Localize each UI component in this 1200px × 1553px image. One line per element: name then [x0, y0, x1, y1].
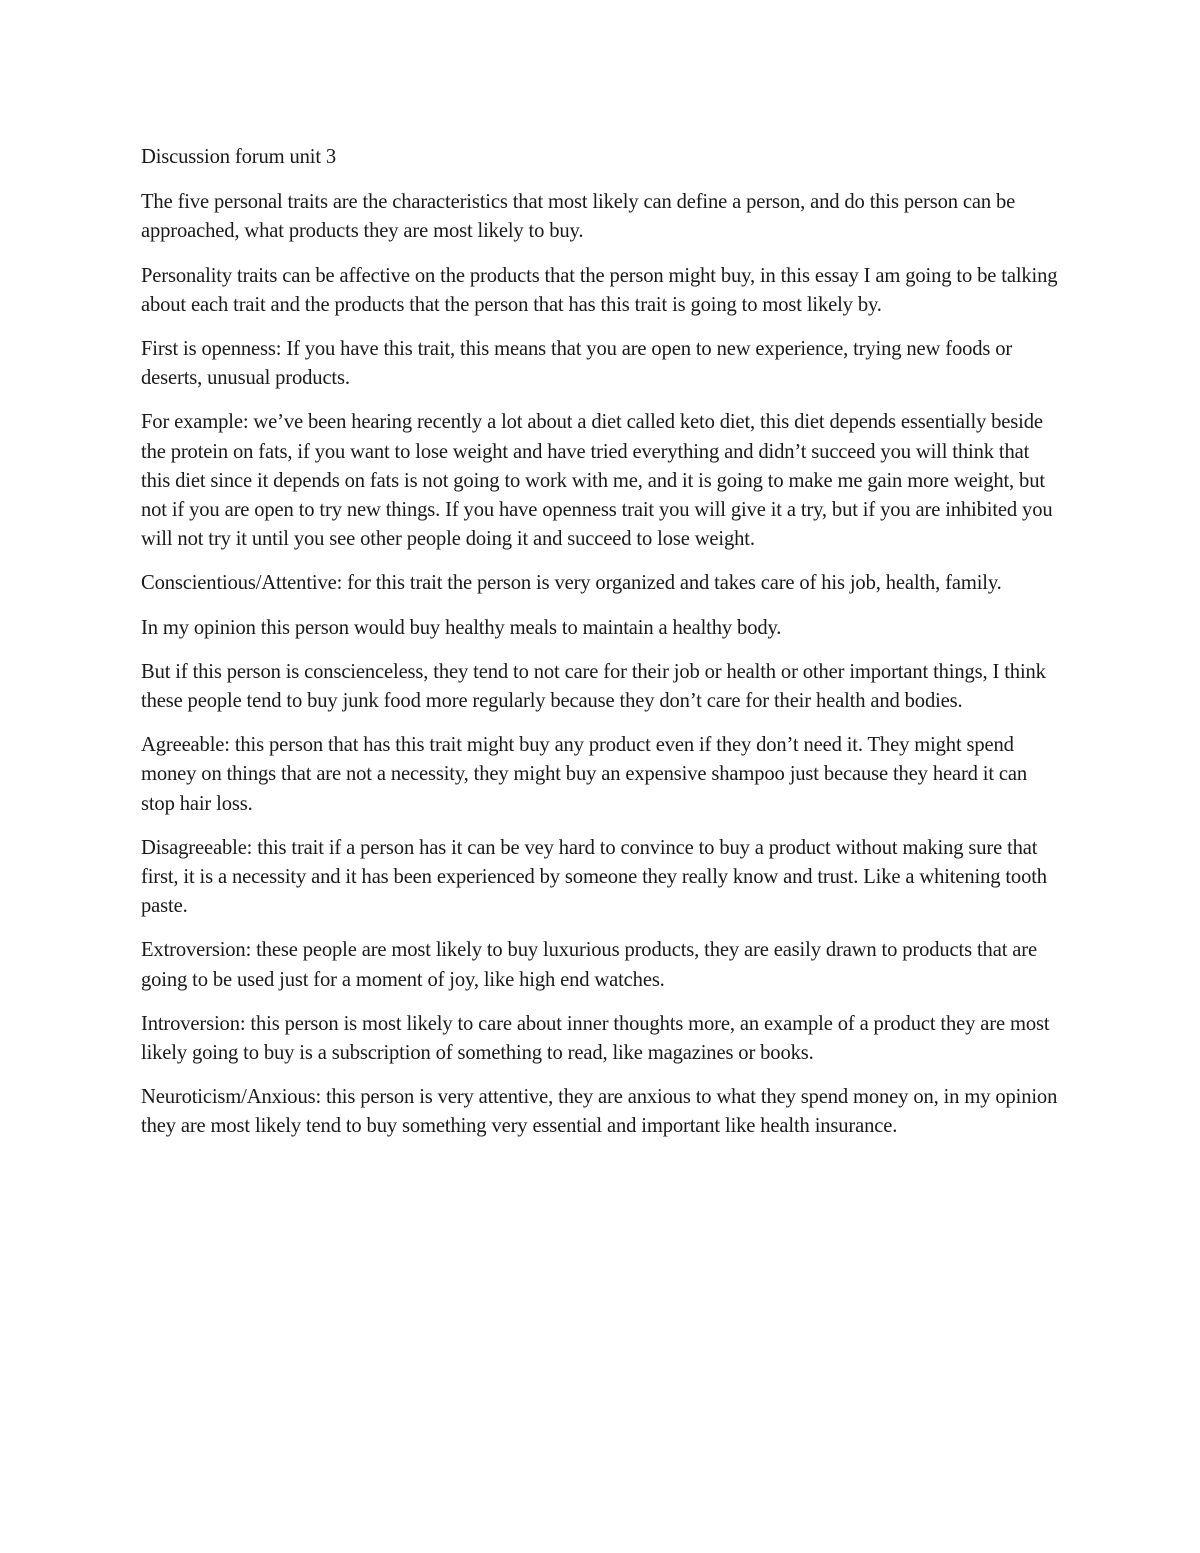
paragraph-agreeable: Agreeable: this person that has this trait might buy any product even if they don’t need it. They might spend money on things that are not a necessity, they might buy an expensive shampoo just because they heard it can stop hair loss.: [141, 734, 1028, 815]
paragraph-intro: The five personal traits are the characteristics that most likely can define a person, and do this person can be approached, what products they are most likely to buy.: [141, 191, 1016, 243]
paragraph-essay-overview: Personality traits can be affective on the products that the person might buy, in this essay I am going to be talking about each trait and the products that the person that has this trait is going to most likely by.: [141, 264, 1058, 316]
document-body: [141, 143, 1061, 1157]
paragraph-extroversion: Extroversion: these people are most likely to buy luxurious products, they are easily drawn to products that are going to be used just for a moment of joy, like high end watches.: [141, 939, 1037, 991]
paragraph-openness: First is openness: If you have this trait, this means that you are open to new experience, trying new foods or deserts, unusual products.: [141, 338, 1013, 390]
paragraph-conscientious-opinion: In my opinion this person would buy healthy meals to maintain a healthy body.: [141, 616, 782, 639]
paragraph-neuroticism: Neuroticism/Anxious: this person is very attentive, they are anxious to what they spend money on, in my opinion they are most likely tend to buy something very essential and important like health insurance.: [141, 1086, 1058, 1138]
paragraph-openness-example: For example: we’ve been hearing recently a lot about a diet called keto diet, this diet depends essentially beside the protein on fats, if you want to lose weight and have tried everything and didn’t succeed you will think that this diet since it depends on fats is not going to work with me, and it is going to make me gain more weight, but not if you are open to try new things. If you have openness trait you will give it a try, but if you are inhibited you will not try it until you see other people doing it and succeed to lose weight.: [141, 411, 1053, 551]
document-title: Discussion forum unit 3: [141, 146, 337, 168]
paragraph-disagreeable: Disagreeable: this trait if a person has it can be vey hard to convince to buy a product without making sure that first, it is a necessity and it has been experienced by someone they really know and trust. Like a whitening tooth paste.: [141, 836, 1047, 918]
paragraph-conscienceless: But if this person is conscienceless, they tend to not care for their job or health or other important things, I think these people tend to buy junk food more regularly because they don’t care for their health and bodies.: [141, 660, 1046, 713]
paragraph-conscientious: Conscientious/Attentive: for this trait the person is very organized and takes care of his job, health, family.: [141, 572, 1002, 595]
paragraph-introversion: Introversion: this person is most likely to care about inner thoughts more, an example of a product they are most likely going to buy is a subscription of something to read, like magazines or books.: [141, 1012, 1050, 1065]
